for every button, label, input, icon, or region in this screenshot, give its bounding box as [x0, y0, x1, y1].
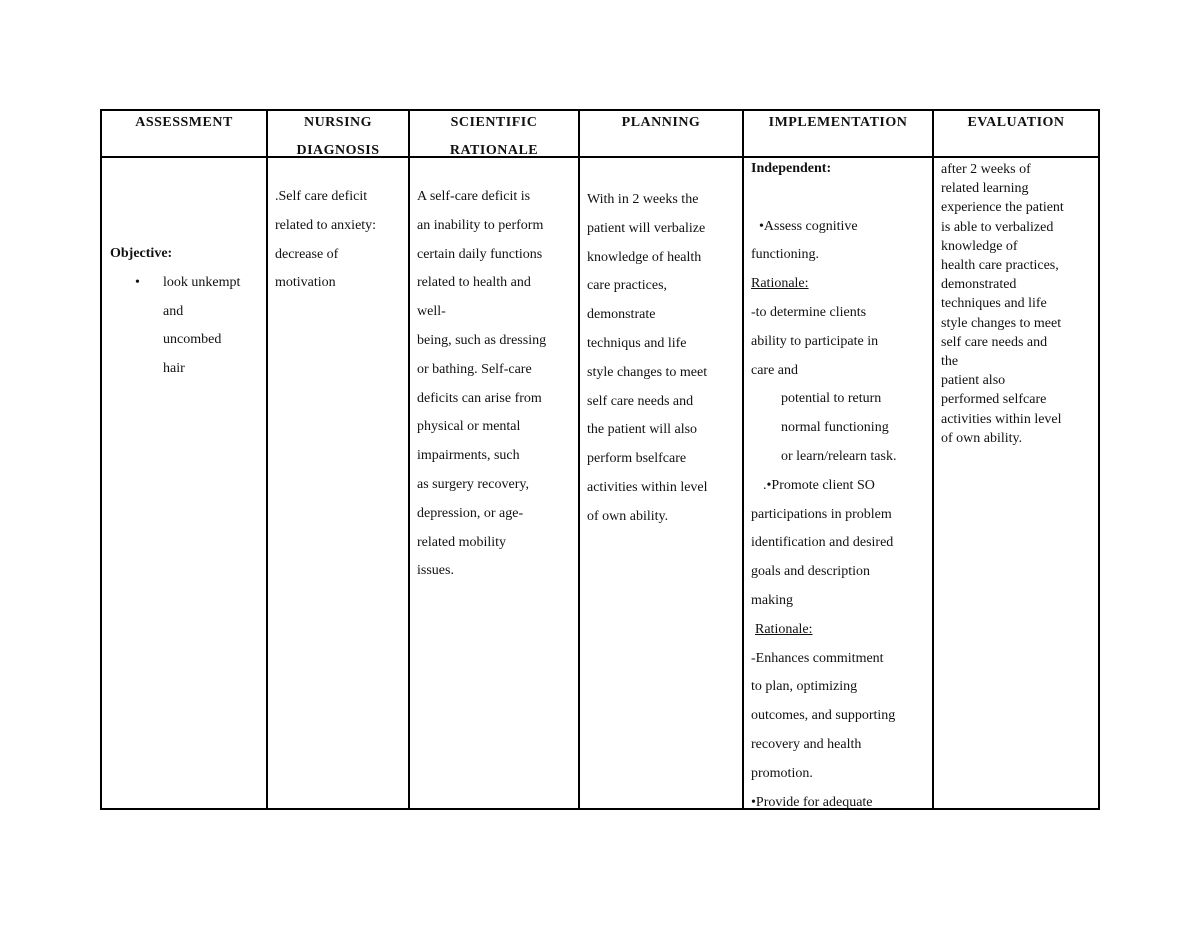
- rationale-text: certain daily functions: [417, 246, 543, 262]
- header-label: EVALUATION: [967, 115, 1065, 130]
- rationale-text: impairments, such: [417, 448, 520, 464]
- implementation-cell: [751, 155, 931, 817]
- header-evaluation: [934, 109, 1098, 137]
- list-item: [135, 269, 265, 384]
- header-label-line2: RATIONALE: [449, 143, 539, 158]
- rationale-text: A self-care deficit is: [417, 189, 531, 204]
- column-divider: [266, 109, 268, 810]
- header-divider: [100, 156, 1100, 158]
- implementation-text: identification and desired: [751, 535, 894, 551]
- implementation-text: or learn/relearn task.: [781, 448, 897, 464]
- evaluation-text: demonstrated: [941, 277, 1017, 293]
- rationale-text: as surgery recovery,: [417, 476, 529, 492]
- list-item-text: look unkempt: [163, 274, 241, 290]
- header-nursing-diagnosis: [268, 109, 408, 165]
- evaluation-text: self care needs and: [941, 334, 1048, 350]
- table-border-bottom: [100, 808, 1100, 810]
- rationale-label: Rationale:: [751, 276, 809, 292]
- evaluation-text: after 2 weeks of: [941, 162, 1031, 177]
- implementation-text: potential to return: [781, 391, 882, 407]
- evaluation-text: of own ability.: [941, 430, 1023, 446]
- list-item-text: hair: [163, 361, 185, 377]
- diagnosis-cell: [275, 183, 407, 298]
- planning-cell: [587, 186, 741, 532]
- rationale-text: or bathing. Self-care: [417, 361, 532, 377]
- planning-text: perform bselfcare: [587, 451, 687, 467]
- evaluation-text: related learning: [941, 181, 1029, 197]
- rationale-text: physical or mental: [417, 419, 521, 435]
- rationale-text: deficits can arise from: [417, 390, 542, 406]
- planning-text: activities within level: [587, 479, 708, 495]
- implementation-text: making: [751, 592, 793, 608]
- planning-text: the patient will also: [587, 422, 698, 438]
- evaluation-text: performed selfcare: [941, 392, 1047, 408]
- list-item-text: uncombed: [163, 332, 222, 348]
- column-divider: [408, 109, 410, 810]
- header-label-line2: DIAGNOSIS: [296, 143, 380, 158]
- assessment-bullet-list: [110, 269, 265, 384]
- bullet-icon: •: [135, 274, 140, 290]
- implementation-text: ability to participate in: [751, 333, 879, 349]
- implementation-text: promotion.: [751, 765, 813, 781]
- implementation-item: .•Promote client SO: [763, 477, 875, 493]
- header-label: ASSESSMENT: [135, 115, 233, 130]
- diagnosis-text: decrease of: [275, 246, 339, 262]
- evaluation-text: the: [941, 354, 959, 370]
- list-item-text: and: [163, 303, 184, 319]
- diagnosis-text: .Self care deficit: [275, 189, 368, 204]
- implementation-text: goals and description: [751, 564, 870, 580]
- implementation-item: functioning.: [751, 247, 820, 263]
- header-implementation: [744, 109, 932, 137]
- implementation-text: outcomes, and supporting: [751, 708, 896, 724]
- table-border-left: [100, 109, 102, 810]
- header-label: SCIENTIFIC: [450, 115, 538, 130]
- column-divider: [578, 109, 580, 810]
- planning-text: techniqus and life: [587, 335, 687, 351]
- rationale-cell: [417, 183, 577, 586]
- evaluation-text: activities within level: [941, 411, 1062, 427]
- implementation-item: •Provide for adequate: [751, 794, 873, 810]
- rationale-text: related to health and: [417, 275, 531, 291]
- rationale-text: being, such as dressing: [417, 332, 547, 348]
- assessment-cell: [110, 240, 265, 384]
- objective-label: Objective:: [110, 246, 173, 261]
- header-label: NURSING: [303, 115, 373, 130]
- independent-heading: Independent:: [751, 161, 832, 176]
- implementation-item: •Assess cognitive: [759, 218, 858, 234]
- implementation-text: care and: [751, 362, 799, 378]
- planning-text: knowledge of health: [587, 249, 702, 265]
- implementation-text: -Enhances commitment: [751, 650, 884, 666]
- evaluation-text: experience the patient: [941, 200, 1064, 216]
- planning-text: demonstrate: [587, 307, 656, 323]
- implementation-text: -to determine clients: [751, 304, 867, 320]
- rationale-text: an inability to perform: [417, 217, 544, 233]
- diagnosis-text: related to anxiety:: [275, 217, 377, 233]
- evaluation-cell: [941, 160, 1097, 448]
- diagnosis-text: motivation: [275, 275, 336, 291]
- header-label: IMPLEMENTATION: [768, 115, 908, 130]
- planning-text: With in 2 weeks the: [587, 192, 699, 207]
- column-divider: [742, 109, 744, 810]
- implementation-text: to plan, optimizing: [751, 679, 858, 695]
- implementation-text: participations in problem: [751, 506, 892, 522]
- planning-text: care practices,: [587, 278, 668, 294]
- implementation-text: recovery and health: [751, 736, 862, 752]
- rationale-text: well-: [417, 304, 446, 320]
- planning-text: self care needs and: [587, 393, 694, 409]
- evaluation-text: is able to verbalized: [941, 219, 1054, 235]
- evaluation-text: techniques and life: [941, 296, 1047, 312]
- header-assessment: [102, 109, 266, 137]
- header-scientific-rationale: [410, 109, 578, 165]
- header-label: PLANNING: [621, 115, 701, 130]
- planning-text: of own ability.: [587, 508, 669, 524]
- rationale-text: issues.: [417, 563, 454, 579]
- evaluation-text: health care practices,: [941, 258, 1059, 274]
- planning-text: patient will verbalize: [587, 220, 706, 236]
- column-divider: [932, 109, 934, 810]
- header-planning: [580, 109, 742, 137]
- planning-text: style changes to meet: [587, 364, 708, 380]
- care-plan-table: [100, 109, 1100, 810]
- evaluation-text: patient also: [941, 373, 1006, 389]
- rationale-label: Rationale:: [755, 621, 813, 637]
- evaluation-text: style changes to meet: [941, 315, 1062, 331]
- rationale-text: depression, or age-: [417, 505, 524, 521]
- rationale-text: related mobility: [417, 534, 507, 550]
- table-border-right: [1098, 109, 1100, 810]
- implementation-text: normal functioning: [781, 420, 889, 436]
- evaluation-text: knowledge of: [941, 238, 1018, 254]
